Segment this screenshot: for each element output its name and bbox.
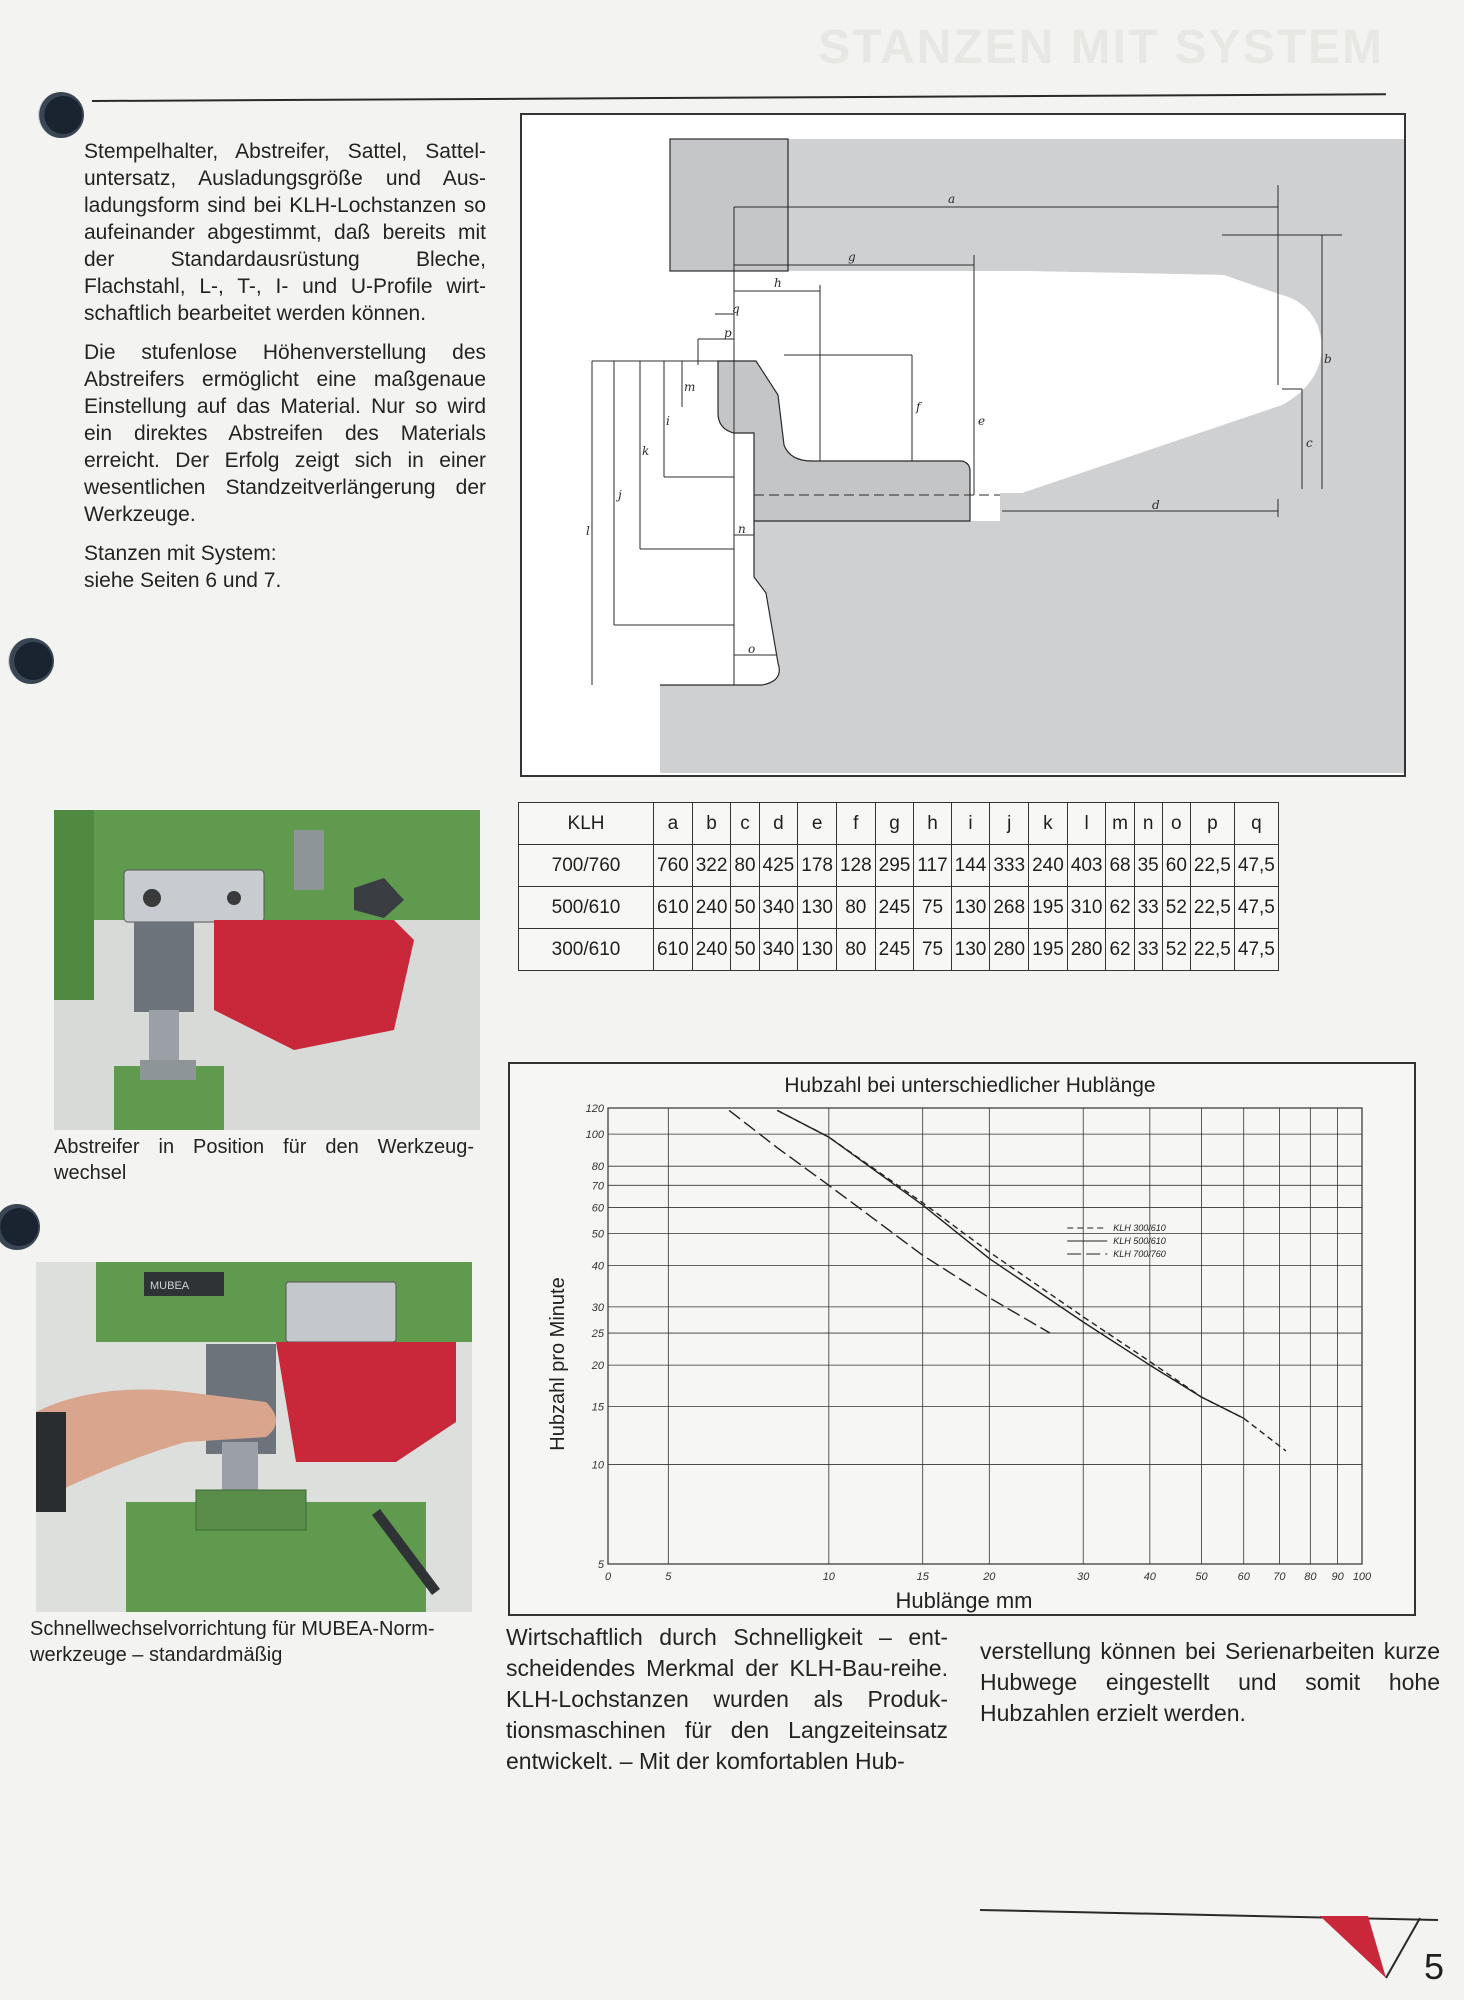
photo-stripper-position [54, 810, 480, 1130]
spec-table-row [519, 845, 1279, 887]
spec-table-cell: 240 [692, 887, 731, 929]
dim-label-n: n [738, 522, 746, 536]
spec-table-cell: 47,5 [1234, 929, 1278, 971]
spec-table-cell: 47,5 [1234, 887, 1278, 929]
photo-caption-1: Abstreifer in Position für den Werkzeug-wechsel [54, 1136, 474, 1184]
spec-table-cell: 610 [654, 887, 693, 929]
legend-label: KLH 300/610 [1113, 1222, 1166, 1233]
x-tick-label: 0 [604, 1571, 612, 1583]
spec-table-cell: 117 [914, 845, 951, 887]
y-tick-label: 20 [591, 1360, 604, 1373]
spec-table-cell: p [1190, 803, 1234, 845]
chart-title: Hubzahl bei unterschiedlicher Hublänge [784, 1074, 1156, 1097]
y-tick-label: 70 [591, 1180, 604, 1193]
spec-table-cell: 178 [798, 845, 837, 887]
spec-table-cell: n [1134, 803, 1162, 845]
dim-label-a: a [948, 192, 956, 206]
y-tick-label: 25 [591, 1328, 604, 1341]
spec-table-cell: 80 [836, 929, 875, 971]
spec-table-cell: q [1234, 803, 1278, 845]
spec-table-model-cell: 500/610 [519, 887, 654, 929]
spec-table-cell: 52 [1162, 929, 1190, 971]
photo-quick-change [36, 1262, 472, 1612]
chart-ylabel: Hubzahl pro Minute [547, 1277, 569, 1451]
spec-table-cell: d [759, 803, 798, 845]
dim-label-q: q [732, 302, 740, 316]
x-tick-label: 20 [983, 1571, 996, 1583]
spec-table-cell: 195 [1029, 929, 1068, 971]
spec-table-cell: 240 [692, 929, 731, 971]
dim-label-p: p [724, 326, 732, 340]
spec-table-cell: j [990, 803, 1029, 845]
plot-area [608, 1108, 1362, 1564]
y-tick-label: 60 [591, 1202, 604, 1215]
top-rule [92, 93, 1386, 102]
spec-table-cell: 35 [1134, 845, 1162, 887]
spec-table-model-cell: KLH [519, 803, 654, 845]
spec-table-model-cell: 300/610 [519, 929, 654, 971]
spec-table-cell: 50 [731, 929, 759, 971]
y-tick-label: 40 [591, 1260, 604, 1273]
spec-table-cell: 50 [731, 887, 759, 929]
dim-label-e: e [978, 414, 986, 428]
spec-table-row [519, 929, 1279, 971]
spec-table-cell: 128 [836, 845, 875, 887]
spec-table-cell: 22,5 [1190, 929, 1234, 971]
spec-table-cell: 245 [875, 887, 914, 929]
x-tick-label: 100 [1352, 1571, 1372, 1583]
dimension-diagram-svg [522, 115, 1404, 775]
chart-xlabel: Hublänge mm [895, 1588, 1033, 1613]
series-line-2 [729, 1110, 1050, 1333]
body-text-col-2: verstellung können bei Serienarbeiten kurze Hubwege eingestellt und somit hohe Hubzahlen erzielt werden. [980, 1638, 1440, 1726]
dim-label-b: b [1324, 352, 1332, 366]
spec-table-cell: 268 [990, 887, 1029, 929]
intro-reference-line: Stanzen mit System: [84, 542, 277, 565]
binder-hole [0, 1204, 40, 1250]
spec-table-cell: 295 [875, 845, 914, 887]
x-tick-label: 60 [1237, 1571, 1250, 1583]
spec-table-cell: 425 [759, 845, 798, 887]
spec-table-cell: m [1106, 803, 1134, 845]
dim-label-k: k [642, 444, 650, 458]
x-tick-label: 70 [1273, 1571, 1286, 1583]
spec-table-cell: 68 [1106, 845, 1134, 887]
spec-table-cell: 22,5 [1190, 845, 1234, 887]
machine-plate-text: MUBEA [150, 1280, 190, 1292]
spec-table-cell: 52 [1162, 887, 1190, 929]
spec-table-cell: 760 [654, 845, 693, 887]
dimension-diagram [520, 113, 1406, 777]
x-tick-label: 50 [1195, 1571, 1208, 1583]
spec-table-cell: 310 [1067, 887, 1106, 929]
spec-table-cell: 33 [1134, 929, 1162, 971]
spec-table-cell: l [1067, 803, 1106, 845]
spec-table-cell: 80 [731, 845, 759, 887]
spec-table-cell: 75 [914, 887, 951, 929]
x-tick-label: 30 [1077, 1571, 1090, 1583]
spec-table-header-row [519, 803, 1279, 845]
spec-table-cell: 60 [1162, 845, 1190, 887]
dim-label-j: j [618, 488, 622, 502]
intro-paragraph: Die stufenlose Höhenverstellung des Abstreifers ermöglicht eine maßgenaue Einstellung auf das Material. Nur so wird ein direktes Abstreifen des Materials erreicht. Der Erfolg zeigt sich in einer wesentlichen Standzeitverlängerung der Werkzeuge. [84, 341, 486, 526]
series-line-1 [777, 1110, 1243, 1418]
spec-table-cell: 80 [836, 887, 875, 929]
x-tick-label: 15 [916, 1571, 929, 1583]
spec-table-cell: 240 [1029, 845, 1068, 887]
spec-table-cell: 245 [875, 929, 914, 971]
spec-table-cell: 47,5 [1234, 845, 1278, 887]
spec-table-cell: 130 [798, 929, 837, 971]
footer-red-accent [1320, 1916, 1386, 1978]
legend-label: KLH 500/610 [1113, 1235, 1166, 1246]
dim-label-c: c [1306, 436, 1313, 450]
photo-caption-2: Schnellwechselvorrichtung für MUBEA-Norm-werkzeuge – standardmäßig [30, 1618, 435, 1666]
spec-table-row [519, 887, 1279, 929]
spec-table-cell: 130 [951, 887, 990, 929]
y-tick-label: 30 [591, 1301, 604, 1314]
spec-table-cell: c [731, 803, 759, 845]
x-tick-label: 10 [822, 1571, 835, 1583]
spec-table-model-cell: 700/760 [519, 845, 654, 887]
series-line-0 [777, 1110, 1286, 1451]
spec-table-cell: o [1162, 803, 1190, 845]
binder-hole [38, 92, 84, 138]
dim-label-o: o [748, 642, 756, 656]
ghost-section-title: STANZEN MIT SYSTEM [818, 21, 1384, 74]
page-number: 5 [1423, 1946, 1444, 1987]
dim-label-i: i [666, 414, 670, 428]
stroke-rate-chart [508, 1062, 1416, 1616]
x-tick-label: 90 [1331, 1571, 1344, 1583]
y-tick-label: 80 [591, 1161, 604, 1174]
chart-svg [510, 1064, 1414, 1614]
spec-table-cell: 22,5 [1190, 887, 1234, 929]
dim-label-l: l [586, 524, 590, 538]
spec-table-cell: e [798, 803, 837, 845]
spec-table-cell: 195 [1029, 887, 1068, 929]
intro-reference [84, 540, 486, 594]
spec-table-cell: 144 [951, 845, 990, 887]
upper-frame-plate [670, 139, 788, 271]
intro-reference-line: siehe Seiten 6 und 7. [84, 569, 282, 592]
x-tick-label: 40 [1143, 1571, 1156, 1583]
spec-table-cell: b [692, 803, 731, 845]
body-text-col-1: Wirtschaftlich durch Schnelligkeit – ent-scheidendes Merkmal der KLH-Bau-reihe. KLH-Lochstanzen wurden als Produk-tionsmaschinen für den Langzeiteinsatz entwickelt. – Mit der komfortablen Hub- [506, 1624, 948, 1774]
spec-table-cell: g [875, 803, 914, 845]
binder-hole [8, 638, 54, 684]
dim-label-h: h [774, 276, 782, 290]
x-tick-label: 80 [1304, 1571, 1317, 1583]
spec-table-cell: 340 [759, 929, 798, 971]
footer-rule [980, 1906, 1450, 1986]
spec-table-cell: 130 [798, 887, 837, 929]
intro-paragraph: Stempelhalter, Abstreifer, Sattel, Sattel-untersatz, Ausladungsgröße und Aus-ladungsform sind bei KLH-Lochstanzen so aufeinander abgestimmt, daß bereits mit der Standardausrüstung Bleche, Flachstahl, L-, T-, I- und U-Profile wirt-schaftlich bearbeitet werden können. [84, 140, 486, 325]
spec-table-cell: k [1029, 803, 1068, 845]
spec-table-cell: 62 [1106, 887, 1134, 929]
spec-table-cell: a [654, 803, 693, 845]
spec-table-cell: 62 [1106, 929, 1134, 971]
spec-table-cell: 322 [692, 845, 731, 887]
spec-table-cell: f [836, 803, 875, 845]
spec-table-cell: h [914, 803, 951, 845]
dim-label-m: m [684, 380, 696, 394]
dim-label-f: f [916, 400, 921, 414]
spec-table [518, 802, 1279, 971]
spec-table-cell: 333 [990, 845, 1029, 887]
spec-table-cell: 340 [759, 887, 798, 929]
y-tick-label: 15 [591, 1401, 604, 1414]
spec-table-cell: 75 [914, 929, 951, 971]
legend-label: KLH 700/760 [1113, 1248, 1166, 1259]
y-tick-label: 5 [597, 1559, 604, 1571]
spec-table-cell: 403 [1067, 845, 1106, 887]
spec-table-cell: 280 [1067, 929, 1106, 971]
spec-table-cell: 130 [951, 929, 990, 971]
y-tick-label: 100 [585, 1129, 604, 1142]
dim-label-d: d [1152, 498, 1160, 512]
spec-table-cell: 610 [654, 929, 693, 971]
y-tick-label: 120 [585, 1103, 604, 1115]
spec-table-cell: 280 [990, 929, 1029, 971]
y-tick-label: 50 [591, 1228, 604, 1241]
spec-table-cell: 33 [1134, 887, 1162, 929]
dim-label-g: g [848, 250, 856, 264]
x-tick-label: 5 [665, 1571, 672, 1583]
intro-text [84, 138, 486, 594]
y-tick-label: 10 [591, 1459, 604, 1472]
spec-table-cell: i [951, 803, 990, 845]
